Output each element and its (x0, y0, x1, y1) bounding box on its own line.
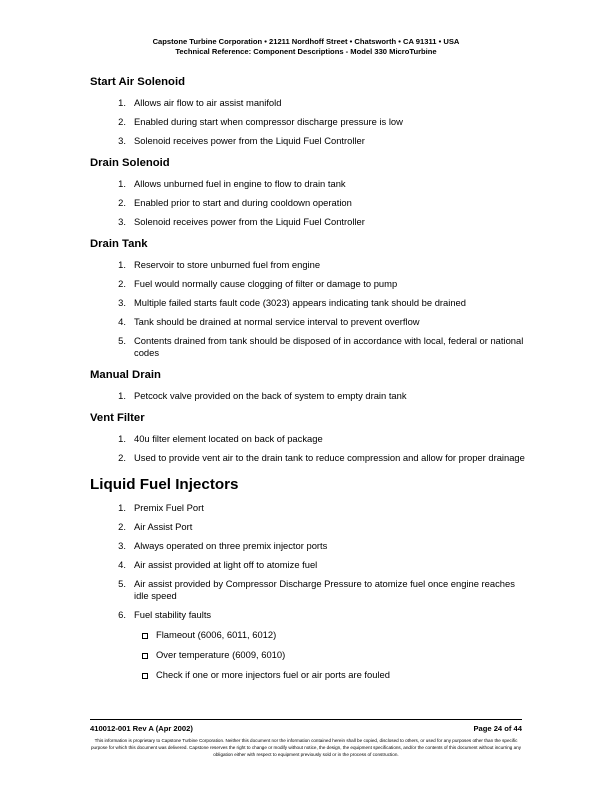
section-heading: Vent Filter (90, 412, 145, 424)
item-number: 2. (118, 278, 126, 289)
item-text: Reservoir to store unburned fuel from engine (134, 259, 321, 270)
page-header (0, 37, 612, 57)
item-text: Fuel stability faults (134, 609, 212, 620)
item-text: Solenoid receives power from the Liquid Fuel Controller (134, 216, 365, 227)
list-item (90, 135, 530, 147)
list-item (90, 197, 530, 209)
list-item (90, 335, 530, 359)
list-item (90, 316, 530, 328)
list-item (90, 452, 530, 464)
legal-notice: This information is proprietary to Capstone Turbine Corporation. Neither this document nor the information contained herein shall be copied, disclosed to others, or used for any purposes other than the specific purpose for which this document was delivered. Capstone reserves the right to change or modify without notice, the design, the equipment specifications, and/or the contents of this document without incurring any obligation either with respect to equipment previously sold or in the process of construction. (90, 738, 521, 757)
item-number: 6. (118, 609, 126, 620)
item-text: Allows unburned fuel in engine to flow to drain tank (134, 178, 346, 189)
list-item (90, 297, 530, 309)
list-item (90, 559, 530, 571)
section-drain-solenoid (90, 156, 530, 228)
document-body (90, 75, 530, 681)
item-text: Allows air flow to air assist manifold (134, 97, 282, 108)
item-number: 3. (118, 135, 126, 146)
list-item (90, 609, 530, 621)
sub-list-item (90, 629, 530, 641)
item-text: Air Assist Port (134, 521, 193, 532)
section-heading: Start Air Solenoid (90, 76, 185, 88)
item-number: 2. (118, 197, 126, 208)
item-text: Always operated on three premix injector ports (134, 540, 328, 551)
sub-item-text: Check if one or more injectors fuel or air ports are fouled (156, 669, 390, 680)
numbered-list (90, 433, 530, 464)
item-number: 3. (118, 297, 126, 308)
item-text: Used to provide vent air to the drain tank to reduce compression and allow for proper drainage (134, 452, 525, 463)
item-number: 2. (118, 521, 126, 532)
sub-item-text: Flameout (6006, 6011, 6012) (156, 629, 277, 640)
item-text: Premix Fuel Port (134, 502, 204, 513)
item-text: Multiple failed starts fault code (3023) appears indicating tank should be drained (134, 297, 466, 308)
section-heading: Manual Drain (90, 369, 161, 381)
section-heading: Drain Solenoid (90, 157, 170, 169)
list-item (90, 578, 530, 602)
item-number: 3. (118, 216, 126, 227)
item-number: 2. (118, 116, 126, 127)
item-text: Air assist provided by Compressor Discharge Pressure to atomize fuel once engine reaches idle speed (134, 578, 515, 601)
item-text: Tank should be drained at normal service interval to prevent overflow (134, 316, 420, 327)
major-heading: Liquid Fuel Injectors (90, 476, 239, 493)
list-item (90, 97, 530, 109)
numbered-list (90, 97, 530, 147)
list-item (90, 433, 530, 445)
numbered-list (90, 259, 530, 359)
item-number: 1. (118, 259, 126, 270)
sub-list-item (90, 669, 530, 681)
numbered-list (90, 178, 530, 228)
item-text: Petcock valve provided on the back of system to empty drain tank (134, 390, 407, 401)
document-id: 410012-001 Rev A (Apr 2002) (90, 724, 193, 733)
item-number: 5. (118, 578, 126, 589)
numbered-list (90, 502, 530, 621)
page-footer (90, 724, 522, 734)
header-doc-title: Technical Reference: Component Descriptions - Model 330 MicroTurbine (175, 47, 437, 56)
section-drain-tank (90, 237, 530, 359)
section-start-air-solenoid (90, 75, 530, 147)
sub-list-item (90, 649, 530, 661)
list-item (90, 216, 530, 228)
section-vent-filter (90, 411, 530, 464)
list-item (90, 278, 530, 290)
item-text: Air assist provided at light off to atomize fuel (134, 559, 318, 570)
section-heading: Drain Tank (90, 238, 148, 250)
item-number: 1. (118, 178, 126, 189)
item-number: 3. (118, 540, 126, 551)
checkbox-bullet-icon (90, 649, 156, 661)
bullet-sublist (90, 629, 530, 681)
checkbox-bullet-icon (90, 669, 156, 681)
list-item (90, 259, 530, 271)
list-item (90, 116, 530, 128)
item-number: 4. (118, 559, 126, 570)
list-item (90, 502, 530, 514)
item-number: 5. (118, 335, 126, 346)
section-liquid-fuel-injectors (90, 475, 530, 681)
item-text: Enabled during start when compressor discharge pressure is low (134, 116, 403, 127)
list-item (90, 178, 530, 190)
page-number: Page 24 of 44 (473, 724, 522, 733)
item-text: Enabled prior to start and during cooldown operation (134, 197, 352, 208)
section-manual-drain (90, 368, 530, 402)
item-number: 2. (118, 452, 126, 463)
list-item (90, 540, 530, 552)
item-text: Contents drained from tank should be disposed of in accordance with local, federal or national codes (134, 335, 524, 358)
item-text: 40u filter element located on back of package (134, 433, 323, 444)
item-number: 1. (118, 502, 126, 513)
checkbox-bullet-icon (90, 629, 156, 641)
footer-divider (90, 719, 522, 720)
item-number: 1. (118, 390, 126, 401)
item-number: 1. (118, 433, 126, 444)
item-text: Solenoid receives power from the Liquid Fuel Controller (134, 135, 365, 146)
item-number: 1. (118, 97, 126, 108)
list-item (90, 390, 530, 402)
list-item (90, 521, 530, 533)
item-text: Fuel would normally cause clogging of filter or damage to pump (134, 278, 398, 289)
item-number: 4. (118, 316, 126, 327)
sub-item-text: Over temperature (6009, 6010) (156, 649, 286, 660)
numbered-list (90, 390, 530, 402)
header-address: Capstone Turbine Corporation • 21211 Nordhoff Street • Chatsworth • CA 91311 • USA (152, 37, 460, 46)
